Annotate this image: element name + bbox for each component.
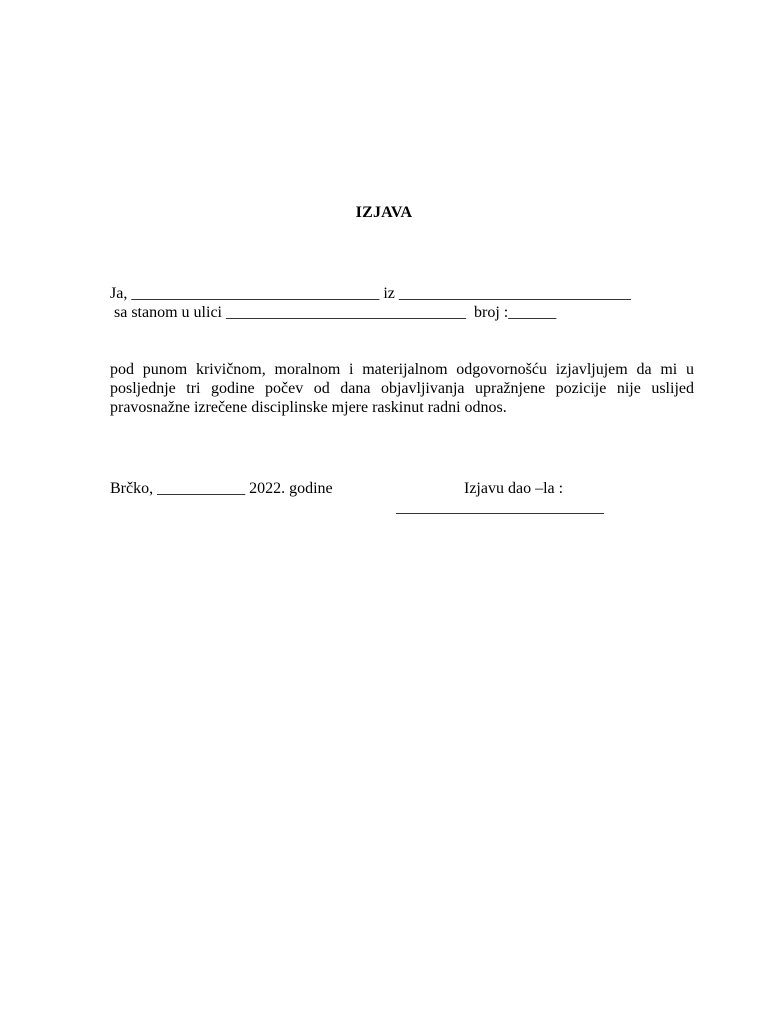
signature-label: Izjavu dao –la : (464, 480, 564, 497)
address-line: sa stanom u ulici ______________________________ broj :______ (110, 304, 557, 321)
name-line: Ja, _______________________________ iz _____________________________ (110, 285, 631, 302)
document-title: IZJAVA (355, 204, 413, 221)
declaration-paragraph: pod punom krivičnom, moralnom i materijalnom odgovornošću izjavljujem da mi u posljednje tri godine počev od dana objavljivanja upražnjene pozicije nije uslijed pravosnažne izrečene disciplinske mjere raskinut radni odnos. (110, 361, 694, 416)
id-card-line (110, 322, 694, 341)
place-date-line: Brčko, ___________ 2022. godine (110, 480, 333, 497)
jmbg-line (110, 341, 694, 360)
signature-line: __________________________ (396, 499, 604, 516)
statement-body (110, 284, 694, 417)
